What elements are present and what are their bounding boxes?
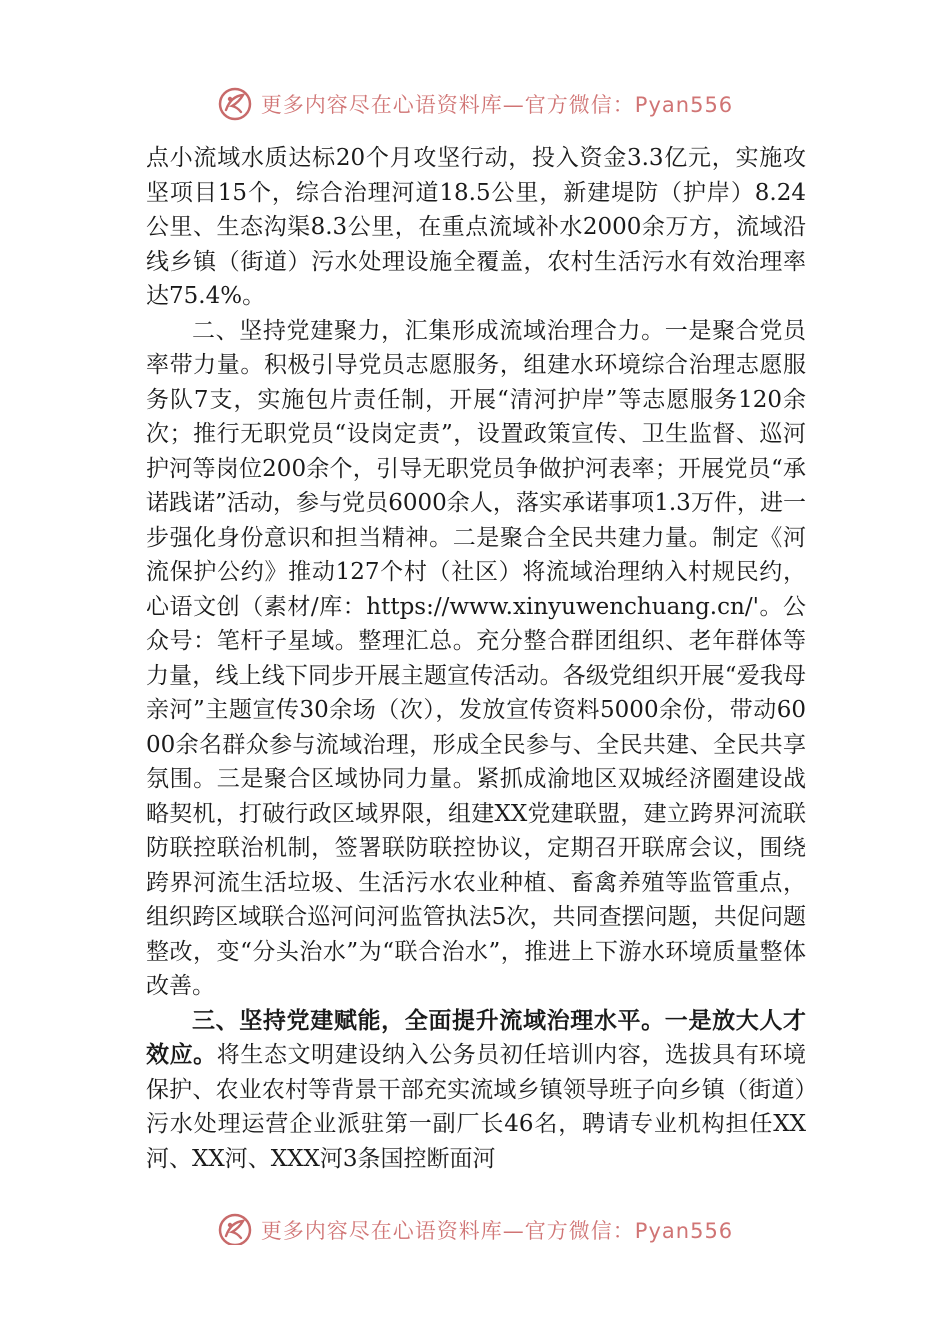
paragraph-3 [146,1004,806,1177]
brand-logo-icon [217,1212,253,1245]
paragraph-3-heading: 三、坚持党建赋能，全面提升流域治理水平。一是放大人才效应。 [146,1006,806,1068]
paragraph-2: 二、坚持党建聚力，汇集形成流域治理合力。一是聚合党员率带力量。积极引导党员志愿服务，组建水环境综合治理志愿服务队7支，实施包片责任制，开展“清河护岸”等志愿服务120余次；推行无职党员“设岗定责”，设置政策宣传、卫生监督、巡河护河等岗位200余个，引导无职党员争做护河表率；开展党员“承诺践诺”活动，参与党员6000余人，落实承诺事项1.3万件，进一步强化身份意识和担当精神。二是聚合全民共建力量。制定《河流保护公约》推动127个村（社区）将流域治理纳入村规民约，心语文创（素材/库：https://www.xinyuwenchuang.cn/'。公众号：笔杆子星域。整理汇总。充分整合群团组织、老年群体等力量，线上线下同步开展主题宣传活动。各级党组织开展“爱我母亲河”主题宣传30余场（次），发放宣传资料5000余份，带动6000余名群众参与流域治理，形成全民参与、全民共建、全民共享氛围。三是聚合区域协同力量。紧抓成渝地区双城经济圈建设战略契机，打破行政区域界限，组建XX党建联盟，建立跨界河流联防联控联治机制，签署联防联控协议，定期召开联席会议，围绕跨界河流生活垃圾、生活污水农业种植、畜禽养殖等监管重点，组织跨区域联合巡河问河监管执法5次，共同查摆问题，共促问题整改，变“分头治水”为“联合治水”，推进上下游水环境质量整体改善。 [146,317,806,999]
paragraph-3-text: 将生态文明建设纳入公务员初任培训内容，选拔具有环境保护、农业农村等背景干部充实流域乡镇领导班子向乡镇（街道）污水处理运营企业派驻第一副厂长46名，聘请专业机构担任XX河、XX河、XXX河3条国控断面河 [146,1042,807,1172]
footer-banner-text: 更多内容尽在心语资料库—官方微信：Pyan556 [260,1219,734,1243]
document-body [146,141,806,1176]
footer-banner [0,1205,950,1245]
header-banner-text: 更多内容尽在心语资料库—官方微信：Pyan556 [260,93,734,117]
header-banner [0,84,950,124]
paragraph-1: 点小流域水质达标20个月攻坚行动，投入资金3.3亿元，实施攻坚项目15个，综合治理河道18.5公里，新建堤防（护岸）8.24公里、生态沟渠8.3公里，在重点流域补水2000余万方，流域沿线乡镇（街道）污水处理设施全覆盖，农村生活污水有效治理率达75.4%。 [146,145,806,309]
brand-logo-icon [217,86,253,122]
